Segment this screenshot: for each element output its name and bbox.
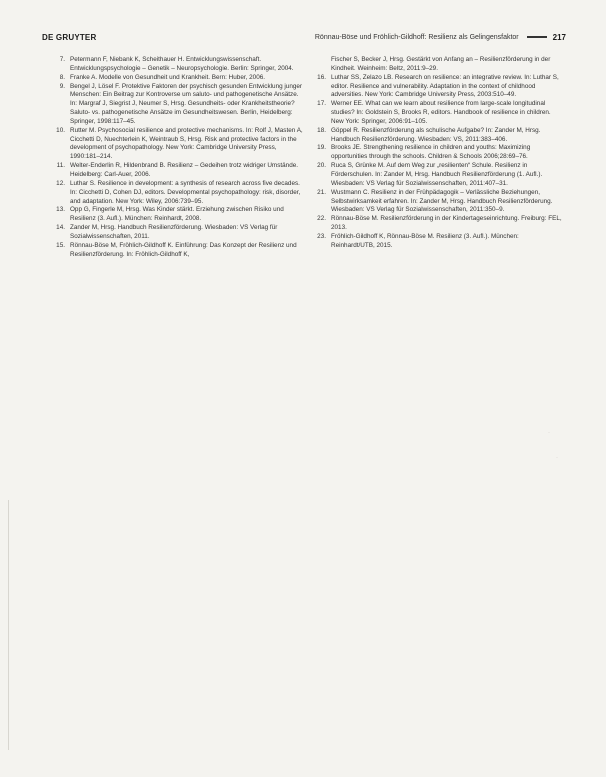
page-number: 217 <box>552 32 566 42</box>
reference-number: 11. <box>56 162 65 170</box>
reference-number: 12. <box>56 179 65 187</box>
reference-item <box>310 189 564 216</box>
reference-item <box>49 180 307 207</box>
reference-item <box>310 144 564 162</box>
reference-item <box>49 224 307 242</box>
reference-number: 23. <box>317 232 326 240</box>
reference-continuation <box>310 56 564 74</box>
reference-number: 21. <box>317 188 326 196</box>
reference-text: Ruca S, Grünke M. Auf dem Weg zur „resilienten“ Schule. Resilienz in Förderschulen. In: Zander M, Hrsg. Handbuch Resilienzförderung (1. Aufl.). Wiesbaden: VS Verlag für Sozialwissenschaften, 2011:407–31. <box>331 162 543 187</box>
reference-item <box>49 162 307 180</box>
reference-text: Petermann F, Niebank K, Scheithauer H. Entwicklungswissenschaft. Entwicklungspsychologie – Genetik – Neuropsychologie. Berlin: Springer, 2004. <box>70 56 294 72</box>
reference-text: Rutter M. Psychosocial resilience and protective mechanisms. In: Rolf J, Masten A, Cicchetti D, Nuechterlein K, Weintraub S, Hrsg. Risk and protective factors in the development of psychopathology. New York: Cambridge University Press, 1990:181–214. <box>70 126 303 161</box>
reference-number: 15. <box>56 241 65 249</box>
references-right-column <box>310 56 564 251</box>
reference-text: Werner EE. What can we learn about resilience from large-scale longitudinal studies? In: Goldstein S, Brooks R, editors. Handbook of resilience in children. New York: Springer, 2006:91–105. <box>331 100 551 125</box>
reference-text: Rönnau-Böse M. Resilienzförderung in der Kindertageseinrichtung. Freiburg: FEL, 2013. <box>331 215 562 232</box>
reference-text: Luthar S. Resilience in development: a synthesis of research across five decades. In: Cicchetti D, Cohen DJ, editors. Developmental psychopathology: risk, disorder, and adaptation. New York: Wiley, 2006:739–95. <box>70 179 301 205</box>
reference-text: Brooks JE. Strengthening resilience in children and youths: Maximizing opportunities through the schools. Children & Schools 2006;28:69–76. <box>331 144 531 161</box>
reference-text: Welter-Enderlin R, Hildenbrand B. Resilienz – Gedeihen trotz widriger Umstände. Heidelberg: Carl-Auer, 2006. <box>70 162 299 178</box>
reference-item <box>49 206 307 224</box>
reference-text: Franke A. Modelle von Gesundheit und Krankheit. Bern: Huber, 2006. <box>70 73 266 81</box>
reference-item <box>310 233 564 251</box>
reference-number: 8. <box>59 73 65 81</box>
reference-number: 9. <box>59 82 65 90</box>
reference-item <box>310 127 564 145</box>
reference-item <box>49 56 307 74</box>
reference-item <box>49 74 307 83</box>
reference-text: Opp G, Fingerle M, Hrsg. Was Kinder stärkt. Erziehung zwischen Risiko und Resilienz (3. Aufl.). München: Reinhardt, 2008. <box>70 206 284 223</box>
reference-item <box>310 100 564 127</box>
reference-number: 22. <box>317 215 326 223</box>
reference-text: Wustmann C. Resilienz in der Frühpädagogik – Verlässliche Beziehungen, Selbstwirksamkeit erfahren. In: Zander M, Hrsg. Handbuch Resilienzförderung. Wiesbaden: VS Verlag für Sozialwissenschaften, 2011:350–9. <box>331 188 553 214</box>
references-left-column <box>49 56 307 259</box>
reference-item <box>310 215 564 233</box>
reference-number: 7. <box>59 56 65 63</box>
reference-item <box>310 162 564 189</box>
header-rule <box>527 36 547 37</box>
page-header <box>42 30 566 44</box>
reference-number: 16. <box>317 73 326 81</box>
reference-number: 17. <box>317 100 326 108</box>
page-binding-shadow <box>8 500 9 750</box>
reference-text: Fischer S, Becker J, Hrsg. Gestärkt von Anfang an – Resilienzförderung in der Kindheit. Weinheim: Beltz, 2011:9–29. <box>331 56 551 72</box>
reference-number: 18. <box>317 126 326 134</box>
reference-number: 10. <box>56 126 65 134</box>
reference-number: 20. <box>317 162 326 170</box>
running-title: Rönnau-Böse und Fröhlich-Gildhoff: Resilienz als Gelingensfaktor <box>314 33 519 41</box>
publisher-logo: DE GRUYTER <box>42 32 97 42</box>
scan-speck: · <box>548 430 550 436</box>
reference-text: Rönnau-Böse M, Fröhlich-Gildhoff K. Einführung: Das Konzept der Resilienz und Resilienzförderung. In: Fröhlich-Gildhoff K, <box>70 241 297 258</box>
reference-text: Fröhlich-Gildhoff K, Rönnau-Böse M. Resilienz (3. Aufl.). München: Reinhardt/UTB, 2015. <box>331 232 519 249</box>
reference-text: Zander M, Hrsg. Handbuch Resilienzförderung. Wiesbaden: VS Verlag für Sozialwissenschaften, 2011. <box>70 224 278 240</box>
reference-text: Bengel J, Lösel F. Protektive Faktoren der psychisch gesunden Entwicklung junger Menschen: Ein Beitrag zur Kontroverse um saluto- und pathogenetische Ansätze. In: Margraf J, Siegrist J, Neumer S, Hrsg. Gesundheits- oder Krankheitstheorie? Saluto- vs. pathogenetische Ansätze im Gesundheitswesen. Berlin, Heidelberg: Springer, 1998:117–45. <box>70 82 303 125</box>
reference-number: 14. <box>56 224 65 232</box>
scan-speck: · <box>556 455 558 461</box>
reference-number: 13. <box>56 206 65 214</box>
reference-item <box>49 83 307 127</box>
reference-item <box>49 127 307 162</box>
reference-text: Göppel R. Resilienzförderung als schulische Aufgabe? In: Zander M, Hrsg. Handbuch Resilienzförderung. Wiesbaden: VS, 2011:383–406. <box>331 126 541 143</box>
reference-item <box>49 242 307 260</box>
reference-item <box>310 74 564 101</box>
reference-text: Luthar SS, Zelazo LB. Research on resilience: an integrative review. In: Luthar S, editor. Resilience and vulnerability. Adaptation in the context of childhood adversities. New York: Cambridge University Press, 2003:510–49. <box>331 73 559 99</box>
reference-number: 19. <box>317 144 326 152</box>
